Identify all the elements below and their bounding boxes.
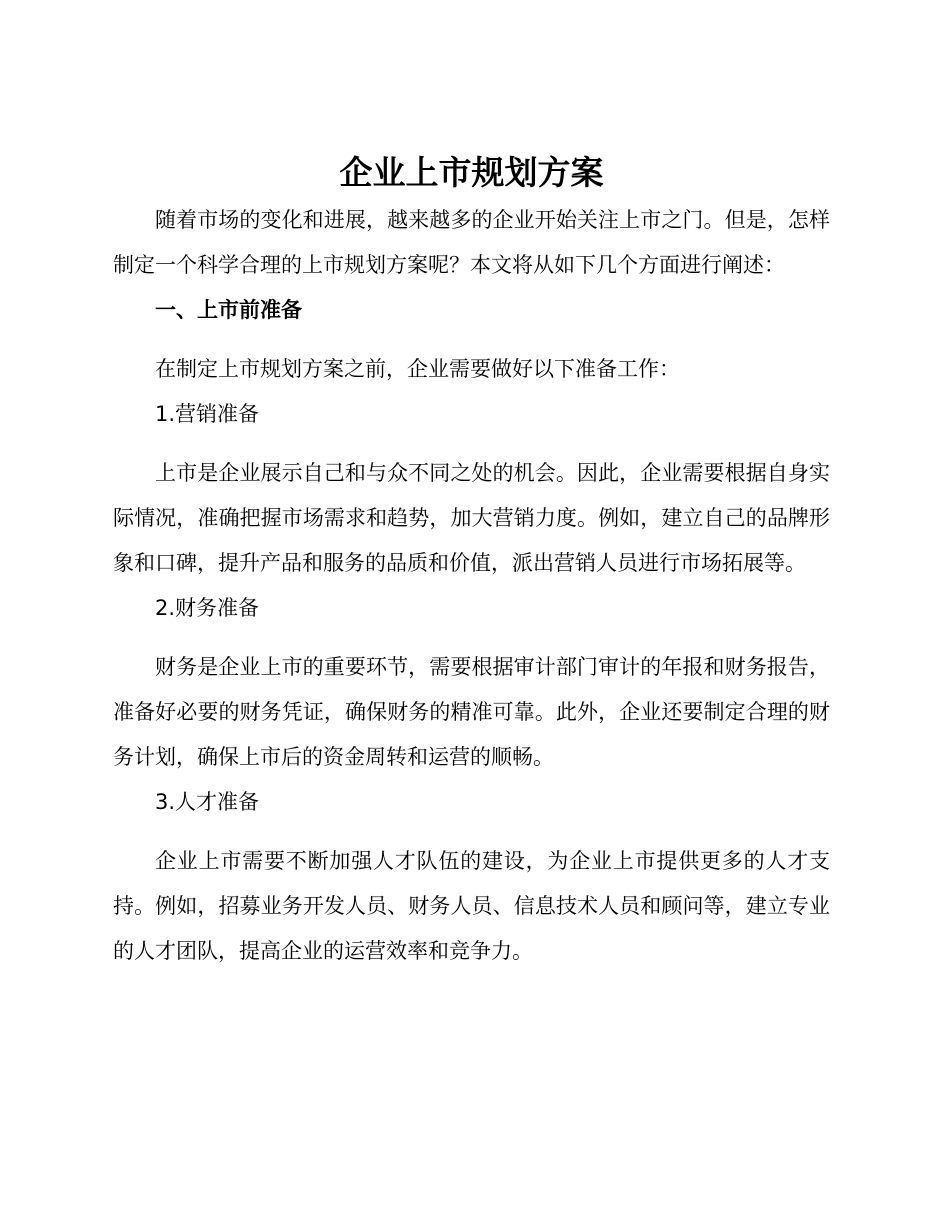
item-title: 1.营销准备: [155, 402, 260, 426]
section-lead: 在制定上市规划方案之前，企业需要做好以下准备工作：: [155, 357, 680, 381]
item-title: 3.人才准备: [155, 790, 260, 814]
item-title: 2.财务准备: [155, 596, 260, 620]
document-title: 企业上市规划方案: [339, 153, 604, 192]
item-body: 财务是企业上市的重要环节，需要根据审计部门审计的年报和财务报告，准备好必要的财务凭证，确保财务的精准可靠。此外，企业还要制定合理的财务计划，确保上市后的资金周转和运营的顺畅。: [113, 655, 830, 769]
intro-paragraph: 随着市场的变化和进展，越来越多的企业开始关注上市之门。但是，怎样制定一个科学合理的上市规划方案呢？本文将从如下几个方面进行阐述：: [113, 208, 830, 277]
section-heading: 一、上市前准备: [155, 298, 302, 322]
item-body: 企业上市需要不断加强人才队伍的建设，为企业上市提供更多的人才支持。例如，招募业务开发人员、财务人员、信息技术人员和顾问等，建立专业的人才团队，提高企业的运营效率和竞争力。: [113, 849, 830, 963]
item-body: 上市是企业展示自己和与众不同之处的机会。因此，企业需要根据自身实际情况，准确把握市场需求和趋势，加大营销力度。例如，建立自己的品牌形象和口碑，提升产品和服务的品质和价值，派出营销人员进行市场拓展等。: [113, 461, 830, 575]
document-page: [113, 148, 830, 974]
